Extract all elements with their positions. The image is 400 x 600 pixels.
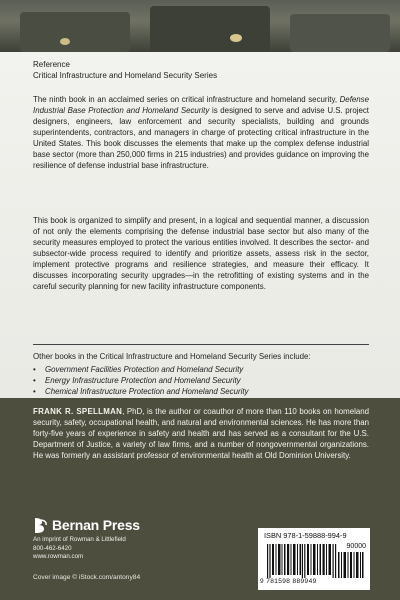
list-item [33,386,249,397]
bullet: • [33,365,36,374]
cover-photo-military-vehicles [0,0,400,52]
author-name: FRANK R. SPELLMAN [33,407,123,416]
bullet: • [33,376,36,386]
bernan-logo-icon [33,516,49,534]
publisher-phone: 800-462-6420 [33,544,72,552]
author-bio [33,406,369,461]
other-book-title: Chemical Infrastructure Protection and Homeland Security [45,387,249,397]
series-name: Critical Infrastructure and Homeland Security Series [33,71,218,80]
list-item [33,364,249,375]
price-code: 90000 [346,543,366,550]
list-item [33,375,249,386]
description-paragraph-2: This book is organized to simplify and present, in a logical and sequential manner, a discussion of not only the elements comprising the defense industrial base sector but also many of the security measures employed to protect the various entities involved. It describes the sector- and subsector-wide process required to identify and prioritize assets, assess risk in the sector, implement protective programs and resilience strategies, and measure their efficacy. It discusses incorporating security upgrades—in the retrofitting of existing systems and in the careful security planning for new facility infrastructure components. [33,216,369,291]
author-bio-text: , PhD, is the author or coauthor of more than 110 books on homeland security, safety, occupational health, and natural and environmental sciences. He has more than forty-five years of experience in safety and health and has served as a consultant for the U.S. Department of Justice, a variety of law firms, and a number of nongovernmental organizations. He was formerly an assistant professor of environmental health at Old Dominion University. [33,407,369,460]
book-title: Defense Industrial Base Protection and Homeland Security [33,95,369,115]
divider [33,344,369,345]
description-text: The ninth book in an acclaimed series on critical infrastructure and homeland security, [33,95,340,104]
description-text: is designed to serve and advise U.S. project designers, engineers, law enforcement and security specialists, building and grounds superintendents, contractors, and managers in charge of protecting critical infrastructure in the United States. This book discusses the elements that make up the complex defense industrial base sector (more than 250,000 firms in 215 industries) and provides guidance on improving the resilience of defense industrial base infrastructure. [33,106,369,170]
isbn-number: ISBN 978-1-59888-994-9 [264,531,347,540]
other-book-title: Government Facilities Protection and Homeland Security [45,365,244,374]
barcode-digits: 9 781598 889949 [260,578,317,585]
series-label: Reference [33,60,70,69]
publisher-imprint: An imprint of Rowman & Littlefield [33,536,126,543]
price-barcode-bars-icon [338,552,364,578]
publisher-logo [33,516,140,534]
isbn-barcode [258,528,370,590]
other-books-heading: Other books in the Critical Infrastructure and Homeland Security Series include: [33,352,311,361]
publisher-url: www.rowman.com [33,553,84,560]
back-cover-text-panel [0,52,400,398]
bullet: • [33,387,36,397]
author-panel [0,398,400,600]
description-paragraph-1 [33,94,369,171]
other-books-list [33,364,249,398]
publisher-info [33,536,126,562]
publisher-brand: Bernan Press [52,517,140,533]
barcode-bars-icon [267,544,337,578]
series-info [33,59,217,81]
cover-image-credit: Cover image © iStock.com/antony84 [33,574,141,581]
other-book-title: Energy Infrastructure Protection and Homeland Security [45,376,241,386]
